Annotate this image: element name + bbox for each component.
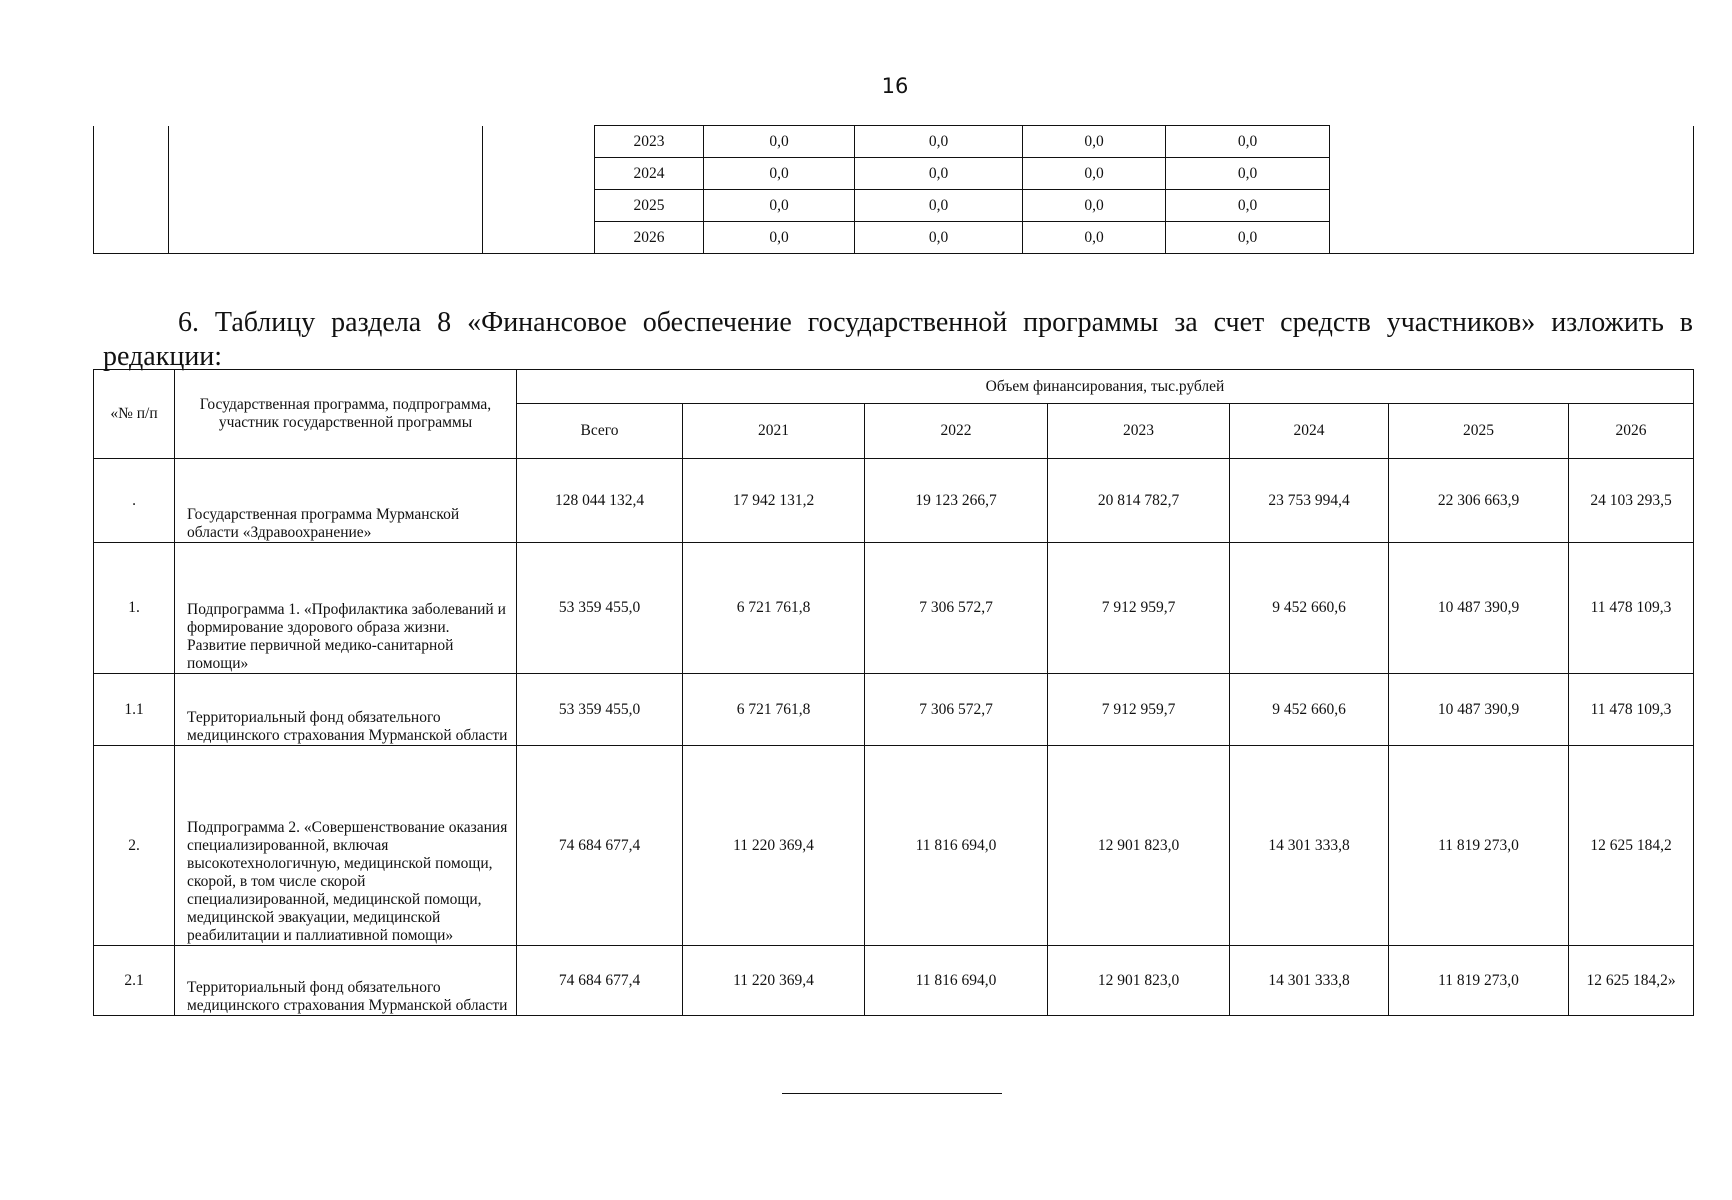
row-num: 1.1 <box>94 674 175 746</box>
year-cell: 2026 <box>595 222 704 254</box>
row-value: 7 912 959,7 <box>1048 674 1230 746</box>
row-value: 11 819 273,0 <box>1389 946 1569 1016</box>
header-year: 2025 <box>1389 404 1569 459</box>
page-number: 16 <box>881 74 909 98</box>
continuation-table <box>93 125 1694 254</box>
row-value: 9 452 660,6 <box>1230 543 1389 674</box>
row-value: 6 721 761,8 <box>683 674 865 746</box>
row-total: 128 044 132,4 <box>517 459 683 543</box>
row-value: 20 814 782,7 <box>1048 459 1230 543</box>
row-value: 11 819 273,0 <box>1389 746 1569 946</box>
header-num: «№ п/п <box>94 370 175 459</box>
row-value: 12 901 823,0 <box>1048 946 1230 1016</box>
amendment-paragraph <box>103 306 1693 374</box>
row-value: 22 306 663,9 <box>1389 459 1569 543</box>
row-value: 24 103 293,5 <box>1569 459 1694 543</box>
row-value: 11 220 369,4 <box>683 746 865 946</box>
row-value: 11 478 109,3 <box>1569 543 1694 674</box>
row-value: 11 478 109,3 <box>1569 674 1694 746</box>
row-num: 2. <box>94 746 175 946</box>
header-name: Государственная программа, подпрограмма, участник государственной программы <box>175 370 517 459</box>
table-row <box>94 126 1694 158</box>
row-value: 12 901 823,0 <box>1048 746 1230 946</box>
value-cell: 0,0 <box>1023 126 1166 158</box>
row-value: 11 816 694,0 <box>865 946 1048 1016</box>
row-value: 9 452 660,6 <box>1230 674 1389 746</box>
table-row <box>94 543 1694 674</box>
row-value: 12 625 184,2» <box>1569 946 1694 1016</box>
value-cell: 0,0 <box>1023 158 1166 190</box>
value-cell: 0,0 <box>855 190 1023 222</box>
row-name: Подпрограмма 2. «Совершенствование оказания специализированной, включая высокотехнологичную, медицинской помощи, скорой, в том числе скорой специализированной, медицинской помощи, медицинской эвакуации, медицинской реабилитации и паллиативной помощи» <box>175 746 517 946</box>
value-cell: 0,0 <box>1166 222 1330 254</box>
value-cell: 0,0 <box>1166 126 1330 158</box>
row-value: 11 816 694,0 <box>865 746 1048 946</box>
row-value: 11 220 369,4 <box>683 946 865 1016</box>
header-year: 2023 <box>1048 404 1230 459</box>
value-cell: 0,0 <box>1166 158 1330 190</box>
row-num: . <box>94 459 175 543</box>
header-year: 2026 <box>1569 404 1694 459</box>
value-cell: 0,0 <box>704 126 855 158</box>
header-row <box>94 370 1694 404</box>
row-num: 1. <box>94 543 175 674</box>
row-value: 7 912 959,7 <box>1048 543 1230 674</box>
footer-rule <box>782 1093 1002 1094</box>
row-name: Территориальный фонд обязательного медицинского страхования Мурманской области <box>175 946 517 1016</box>
table-row <box>94 746 1694 946</box>
value-cell: 0,0 <box>1023 222 1166 254</box>
year-cell: 2024 <box>595 158 704 190</box>
row-value: 17 942 131,2 <box>683 459 865 543</box>
value-cell: 0,0 <box>855 222 1023 254</box>
value-cell: 0,0 <box>1023 190 1166 222</box>
header-total: Всего <box>517 404 683 459</box>
row-value: 10 487 390,9 <box>1389 674 1569 746</box>
row-name: Подпрограмма 1. «Профилактика заболеваний и формирование здорового образа жизни. Развитие первичной медико-санитарной помощи» <box>175 543 517 674</box>
year-cell: 2023 <box>595 126 704 158</box>
value-cell: 0,0 <box>1166 190 1330 222</box>
row-value: 7 306 572,7 <box>865 543 1048 674</box>
value-cell: 0,0 <box>704 222 855 254</box>
row-value: 10 487 390,9 <box>1389 543 1569 674</box>
row-total: 74 684 677,4 <box>517 746 683 946</box>
row-value: 19 123 266,7 <box>865 459 1048 543</box>
row-total: 53 359 455,0 <box>517 674 683 746</box>
table-row <box>94 946 1694 1016</box>
row-value: 6 721 761,8 <box>683 543 865 674</box>
header-year: 2024 <box>1230 404 1389 459</box>
header-year: 2021 <box>683 404 865 459</box>
value-cell: 0,0 <box>704 190 855 222</box>
row-value: 23 753 994,4 <box>1230 459 1389 543</box>
row-value: 12 625 184,2 <box>1569 746 1694 946</box>
header-year: 2022 <box>865 404 1048 459</box>
row-name: Территориальный фонд обязательного медицинского страхования Мурманской области <box>175 674 517 746</box>
row-total: 74 684 677,4 <box>517 946 683 1016</box>
year-cell: 2025 <box>595 190 704 222</box>
row-value: 14 301 333,8 <box>1230 746 1389 946</box>
row-value: 7 306 572,7 <box>865 674 1048 746</box>
row-num: 2.1 <box>94 946 175 1016</box>
paragraph-text: 6. Таблицу раздела 8 «Финансовое обеспечение государственной программы за счет средств участников» изложить в редакции: <box>103 307 1693 372</box>
row-total: 53 359 455,0 <box>517 543 683 674</box>
row-name: Государственная программа Мурманской области «Здравоохранение» <box>175 459 517 543</box>
table-row <box>94 459 1694 543</box>
financing-table <box>93 369 1694 1016</box>
value-cell: 0,0 <box>855 126 1023 158</box>
header-group: Объем финансирования, тыс.рублей <box>517 370 1694 404</box>
value-cell: 0,0 <box>704 158 855 190</box>
value-cell: 0,0 <box>855 158 1023 190</box>
row-value: 14 301 333,8 <box>1230 946 1389 1016</box>
table-row <box>94 674 1694 746</box>
